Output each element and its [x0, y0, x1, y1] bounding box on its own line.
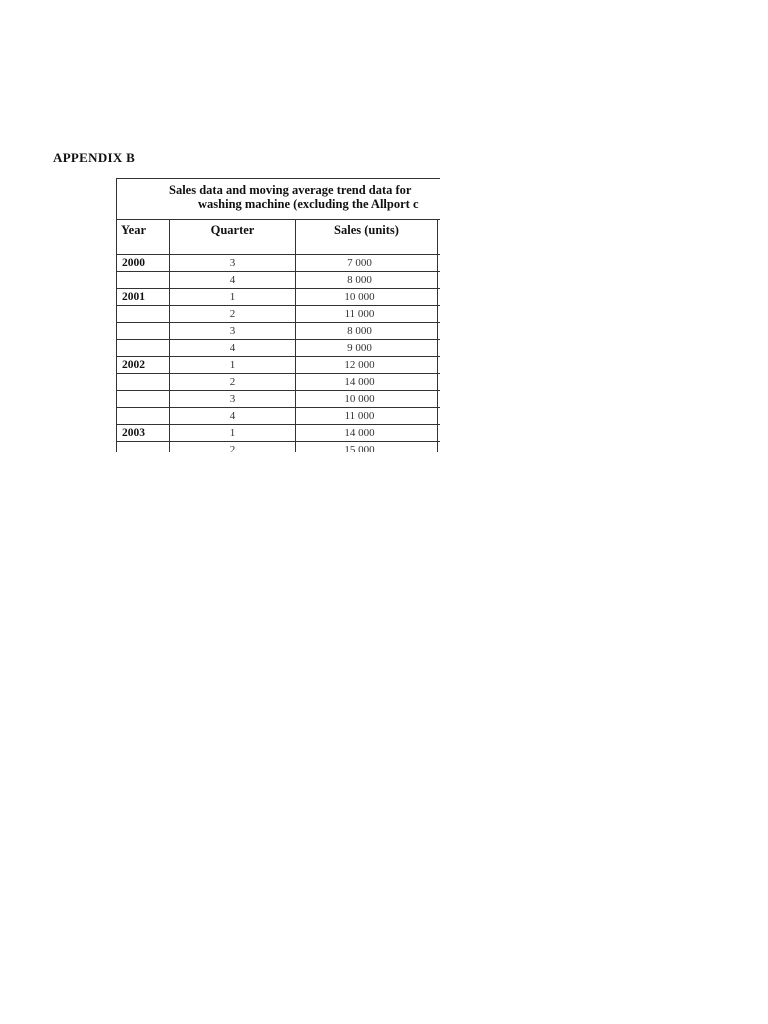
- table-row: [117, 289, 441, 306]
- table-caption: [117, 179, 441, 220]
- quarter-cell: 2: [170, 442, 296, 453]
- truncated-cell: [438, 408, 441, 425]
- appendix-heading: APPENDIX B: [53, 150, 136, 165]
- year-cell: [117, 306, 170, 323]
- column-header-year: Year: [117, 220, 170, 255]
- column-header-quarter: Quarter: [170, 220, 296, 255]
- sales-cell: 15 000: [296, 442, 438, 453]
- year-cell: [117, 374, 170, 391]
- sales-cell: 14 000: [296, 374, 438, 391]
- truncated-cell: [438, 272, 441, 289]
- sales-cell: 10 000: [296, 391, 438, 408]
- year-cell: [117, 323, 170, 340]
- sales-cell: 8 000: [296, 323, 438, 340]
- truncated-cell: [438, 442, 441, 453]
- truncated-cell: [438, 357, 441, 374]
- sales-table: [116, 178, 440, 452]
- year-cell: [117, 442, 170, 453]
- table-row: [117, 255, 441, 272]
- year-cell: 2003: [117, 425, 170, 442]
- table-row: [117, 357, 441, 374]
- table-row: [117, 306, 441, 323]
- sales-cell: 11 000: [296, 408, 438, 425]
- quarter-cell: 1: [170, 425, 296, 442]
- quarter-cell: 4: [170, 340, 296, 357]
- quarter-cell: 2: [170, 306, 296, 323]
- sales-cell: 7 000: [296, 255, 438, 272]
- table-row: [117, 425, 441, 442]
- sales-cell: 9 000: [296, 340, 438, 357]
- truncated-cell: [438, 306, 441, 323]
- table-caption-line-1: Sales data and moving average trend data for: [169, 183, 412, 197]
- sales-table-container: [116, 178, 440, 452]
- truncated-cell: [438, 323, 441, 340]
- sales-cell: 12 000: [296, 357, 438, 374]
- year-cell: [117, 340, 170, 357]
- year-cell: 2002: [117, 357, 170, 374]
- year-cell: 2001: [117, 289, 170, 306]
- table-row: [117, 391, 441, 408]
- table-row: [117, 408, 441, 425]
- quarter-cell: 2: [170, 374, 296, 391]
- table-row: [117, 272, 441, 289]
- year-cell: [117, 272, 170, 289]
- quarter-cell: 3: [170, 255, 296, 272]
- quarter-cell: 1: [170, 289, 296, 306]
- year-cell: [117, 391, 170, 408]
- table-row: [117, 323, 441, 340]
- quarter-cell: 4: [170, 408, 296, 425]
- truncated-cell: [438, 340, 441, 357]
- table-row: [117, 340, 441, 357]
- sales-cell: 8 000: [296, 272, 438, 289]
- table-caption-line-2: washing machine (excluding the Allport c: [198, 197, 419, 211]
- table-row: [117, 374, 441, 391]
- quarter-cell: 1: [170, 357, 296, 374]
- quarter-cell: 3: [170, 391, 296, 408]
- truncated-cell: [438, 255, 441, 272]
- truncated-cell: [438, 391, 441, 408]
- truncated-cell: [438, 374, 441, 391]
- table-row: [117, 442, 441, 453]
- quarter-cell: 4: [170, 272, 296, 289]
- sales-cell: 11 000: [296, 306, 438, 323]
- quarter-cell: 3: [170, 323, 296, 340]
- truncated-cell: [438, 425, 441, 442]
- year-cell: [117, 408, 170, 425]
- column-header-truncated: [438, 220, 441, 255]
- sales-cell: 14 000: [296, 425, 438, 442]
- year-cell: 2000: [117, 255, 170, 272]
- sales-cell: 10 000: [296, 289, 438, 306]
- column-header-sales: Sales (units): [296, 220, 438, 255]
- truncated-cell: [438, 289, 441, 306]
